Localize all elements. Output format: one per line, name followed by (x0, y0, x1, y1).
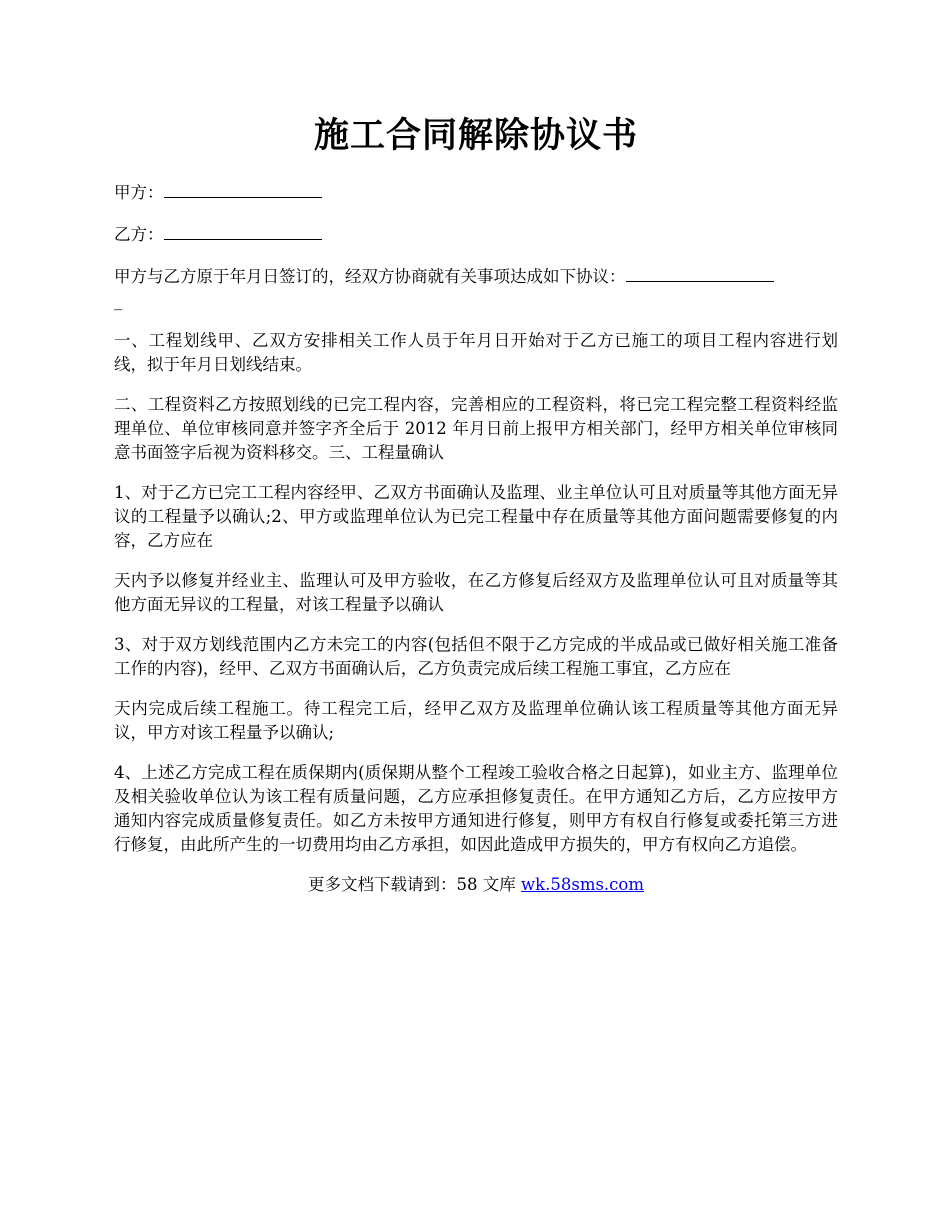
party-b-blank (164, 221, 322, 240)
clause-paragraph: 天内予以修复并经业主、监理认可及甲方验收，在乙方修复后经双方及监理单位认可且对质量等其他方面无异议的工程量，对该工程量予以确认 (114, 571, 838, 614)
clause-paragraph: 一、工程划线甲、乙双方安排相关工作人员于年月日开始对于乙方已施工的项目工程内容进行划线，拟于年月日划线结束。 (114, 331, 838, 374)
download-footer (114, 873, 838, 897)
intro-text: 甲方与乙方原于年月日签订的，经双方协商就有关事项达成如下协议： (114, 267, 626, 286)
clause-paragraph: 天内完成后续工程施工。待工程完工后，经甲乙双方及监理单位确认该工程质量等其他方面无异议，甲方对该工程量予以确认; (114, 699, 838, 742)
clause-paragraph: 二、工程资料乙方按照划线的已完工程内容，完善相应的工程资料，将已完工程完整工程资料经监理单位、单位审核同意并签字齐全后于 2012 年月日前上报甲方相关部门，经甲方相关单位审核同意书面签字后视为资料移交。三、工程量确认 (114, 395, 838, 462)
document-body (114, 179, 838, 897)
party-b-label: 乙方： (114, 225, 164, 244)
footer-text: 更多文档下载请到：58 文库 (307, 875, 521, 894)
document-title: 施工合同解除协议书 (313, 115, 638, 156)
intro-blank (626, 263, 774, 282)
party-b-line (114, 221, 838, 247)
party-a-label: 甲方： (114, 183, 164, 202)
clause-paragraph: 1、对于乙方已完工工程内容经甲、乙双方书面确认及监理、业主单位认可且对质量等其他方面无异议的工程量予以确认;2、甲方或监理单位认为已完工程量中存在质量等其他方面问题需要修复的内容，乙方应在 (114, 483, 838, 550)
clause-paragraph: 4、上述乙方完成工程在质保期内(质保期从整个工程竣工验收合格之日起算)，如业主方、监理单位及相关验收单位认为该工程有质量问题，乙方应承担修复责任。在甲方通知乙方后，乙方应按甲方通知内容完成质量修复责任。如乙方未按甲方通知进行修复，则甲方有权自行修复或委托第三方进行修复，由此所产生的一切费用均由乙方承担，如因此造成甲方损失的，甲方有权向乙方追偿。 (114, 763, 838, 854)
party-a-blank (164, 179, 322, 198)
clause-paragraph: 3、对于双方划线范围内乙方未完工的内容(包括但不限于乙方完成的半成品或已做好相关施工准备工作的内容)，经甲、乙双方书面确认后，乙方负责完成后续工程施工事宜，乙方应在 (114, 635, 838, 678)
intro-trailing-underscore: _ (114, 291, 123, 310)
party-a-line (114, 179, 838, 205)
footer-link[interactable]: wk.58sms.com (520, 875, 644, 894)
intro-paragraph (114, 263, 838, 313)
